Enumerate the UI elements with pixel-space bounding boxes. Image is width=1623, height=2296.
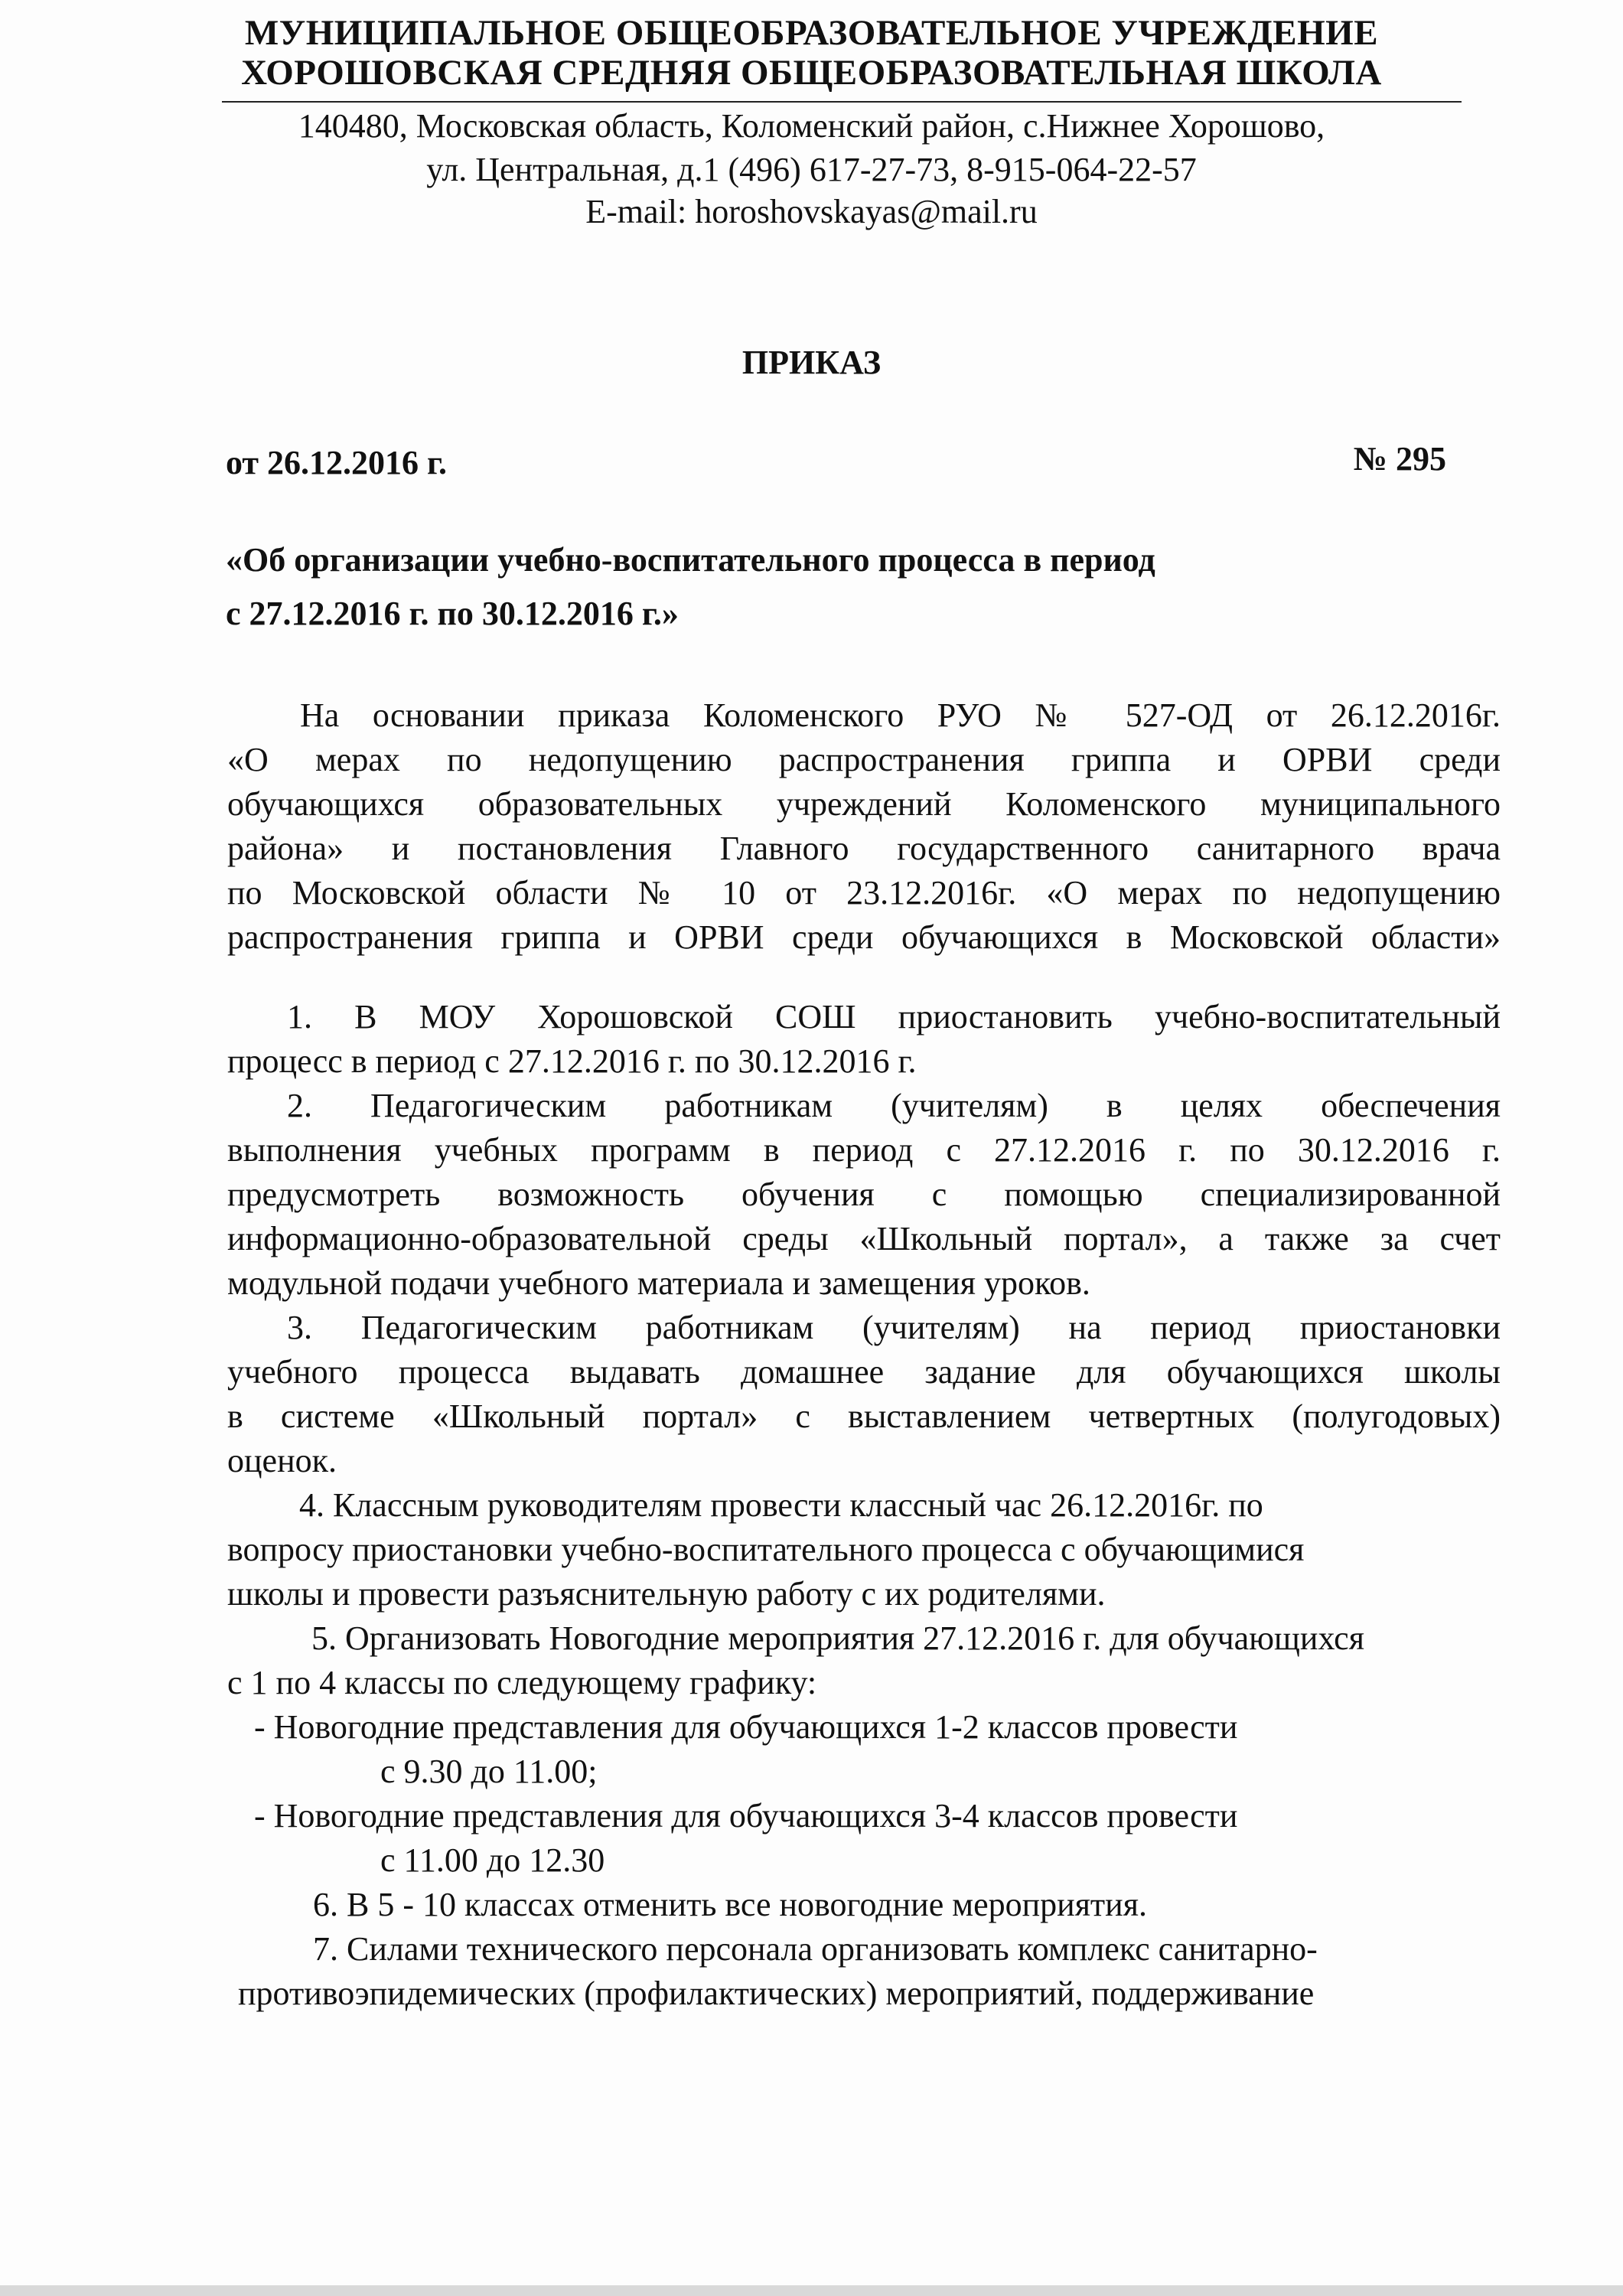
email-line: E-mail: horoshovskayas@mail.ru: [585, 193, 1038, 230]
preamble-line: «О мерах по недопущению распространения гриппа и ОРВИ среди: [227, 741, 1501, 778]
item-4-line: школы и провести разъяснительную работу с их родителями.: [227, 1575, 1106, 1613]
item-5-line: с 1 по 4 классы по следующему графику:: [227, 1664, 817, 1701]
schedule-line: - Новогодние представления для обучающихся 1-2 классов провести: [254, 1708, 1238, 1746]
item-3-line: оценок.: [227, 1442, 337, 1479]
address-line1: 140480, Московская область, Коломенский район, с.Нижнее Хорошово,: [298, 107, 1325, 145]
item-1-line: процесс в период с 27.12.2016 г. по 30.12.2016 г.: [227, 1042, 917, 1080]
item-2-line: предусмотреть возможность обучения с помощью специализированной: [227, 1176, 1501, 1213]
preamble: [227, 693, 1501, 960]
preamble-line: по Московской области № 10 от 23.12.2016г. «О мерах по недопущению: [227, 874, 1501, 912]
preamble-line: На основании приказа Коломенского РУО № 527-ОД от 26.12.2016г.: [300, 696, 1501, 734]
item-4-line: вопросу приостановки учебно-воспитательного процесса с обучающимися: [227, 1531, 1305, 1568]
item-3-line: в системе «Школьный портал» с выставлением четвертных (полугодовых): [227, 1397, 1501, 1435]
item-3-line: учебного процесса выдавать домашнее задание для обучающихся школы: [227, 1353, 1501, 1391]
item-3-line: 3. Педагогическим работникам (учителям) на период приостановки: [287, 1309, 1501, 1346]
order-subject-line2: с 27.12.2016 г. по 30.12.2016 г.»: [226, 595, 679, 632]
order-items: [227, 995, 1501, 2016]
item-7-line: 7. Силами технического персонала организовать комплекс санитарно-: [313, 1930, 1318, 1968]
scan-bottom-edge: [0, 2285, 1623, 2296]
preamble-line: распространения гриппа и ОРВИ среди обучающихся в Московской области»: [227, 918, 1501, 956]
schedule-time: с 9.30 до 11.00;: [380, 1753, 598, 1790]
schedule-line: - Новогодние представления для обучающихся 3-4 классов провести: [254, 1797, 1238, 1835]
item-2-line: модульной подачи учебного материала и замещения уроков.: [227, 1264, 1090, 1302]
preamble-line: обучающихся образовательных учреждений Коломенского муниципального: [227, 785, 1501, 823]
org-name-line1: МУНИЦИПАЛЬНОЕ ОБЩЕОБРАЗОВАТЕЛЬНОЕ УЧРЕЖДЕНИЕ: [244, 13, 1379, 53]
order-number: № 295: [1353, 440, 1446, 478]
header-divider: [222, 101, 1462, 103]
item-1-line: 1. В МОУ Хорошовской СОШ приостановить учебно-воспитательный: [287, 998, 1501, 1035]
item-2-line: информационно-образовательной среды «Школьный портал», а также за счет: [227, 1220, 1501, 1257]
item-5-line: 5. Организовать Новогодние мероприятия 27.12.2016 г. для обучающихся: [311, 1619, 1364, 1657]
item-2-line: выполнения учебных программ в период с 27.12.2016 г. по 30.12.2016 г.: [227, 1131, 1501, 1169]
item-2-line: 2. Педагогическим работникам (учителям) в целях обеспечения: [287, 1087, 1501, 1124]
order-date: от 26.12.2016 г.: [226, 444, 448, 481]
item-6-line: 6. В 5 - 10 классах отменить все новогодние мероприятия.: [313, 1886, 1147, 1923]
document-title: ПРИКАЗ: [741, 344, 882, 381]
item-4-line: 4. Классным руководителям провести классный час 26.12.2016г. по: [299, 1486, 1263, 1524]
address-line2: ул. Центральная, д.1 (496) 617-27-73, 8-915-064-22-57: [426, 151, 1197, 188]
order-subject-line1: «Об организации учебно-воспитательного процесса в период: [226, 541, 1155, 579]
item-7-line: противоэпидемических (профилактических) мероприятий, поддерживание: [238, 1975, 1315, 2012]
org-name-line2: ХОРОШОВСКАЯ СРЕДНЯЯ ОБЩЕОБРАЗОВАТЕЛЬНАЯ ШКОЛА: [241, 53, 1382, 93]
preamble-line: района» и постановления Главного государственного санитарного врача: [227, 830, 1501, 867]
schedule-time: с 11.00 до 12.30: [380, 1841, 605, 1879]
